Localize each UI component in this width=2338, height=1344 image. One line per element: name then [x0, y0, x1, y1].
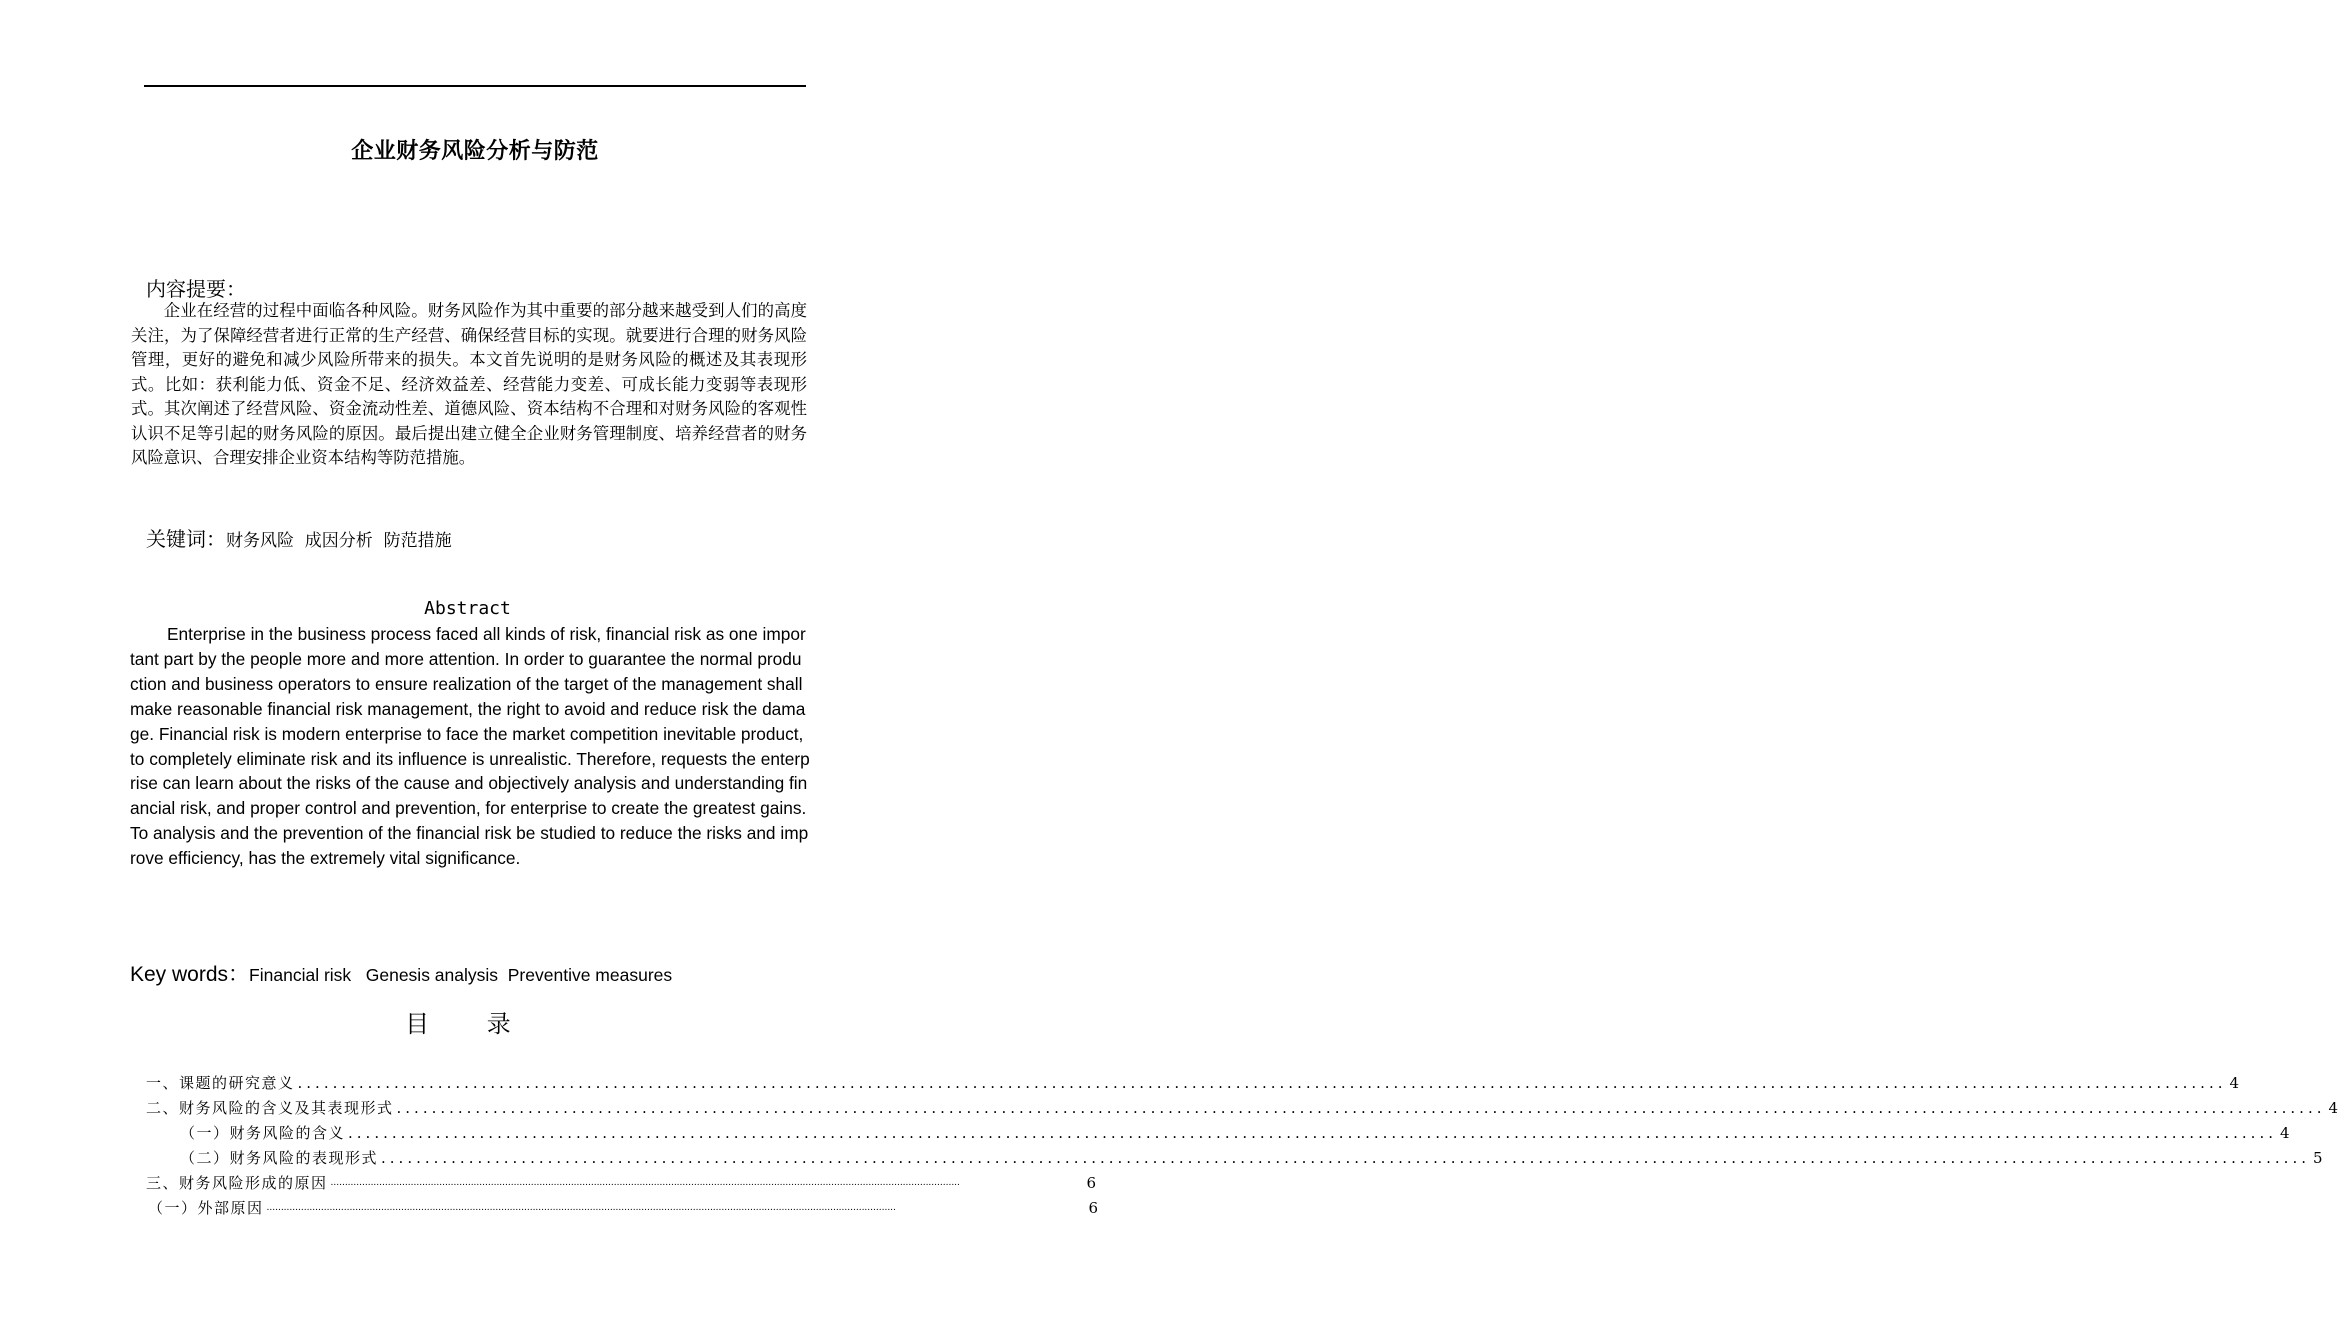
toc-entry-text: （一）财务风险的含义 [180, 1124, 346, 1142]
toc-leader [397, 1099, 2326, 1117]
keywords-en-label: Key words： [130, 963, 250, 986]
toc-entry-text: （二）财务风险的表现形式 [180, 1149, 379, 1167]
toc-leader [298, 1074, 2227, 1092]
toc-entry[interactable] [0, 1145, 2323, 1170]
abstract-heading: Abstract [424, 598, 511, 619]
toc-entry-text: 三、财务风险形成的原因 [146, 1174, 328, 1192]
toc-entry[interactable] [0, 1095, 2338, 1120]
toc-entry-text: 一、课题的研究意义 [146, 1074, 295, 1092]
toc-entry[interactable] [0, 1070, 2240, 1095]
toc-entry[interactable] [0, 1195, 1280, 1220]
header-rule [144, 85, 806, 87]
toc-leader [381, 1149, 2310, 1167]
keywords-en [130, 958, 672, 988]
keywords-cn-label: 关键词： [146, 527, 226, 551]
abstract-text: Enterprise in the business process faced all kinds of risk, financial risk as one important part by the people more and more attention. In order to guarantee the normal production and business operators to ensure realization of the target of the management shall make reasonable financial risk management, the right to avoid and reduce risk the damage. Financial risk is modern enterprise to face the market competition inevitable product, to completely eliminate risk and its influence is unrealistic. Therefore, requests the enterprise can learn about the risks of the cause and objectively analysis and understanding financial risk, and proper control and prevention, for enterprise to create the greatest gains. To analysis and the prevention of the financial risk be studied to reduce the risks and improve efficiency, has the extremely vital significance. [130, 624, 810, 869]
toc-entry[interactable] [0, 1120, 2290, 1145]
toc-title: 目 录 [405, 1010, 511, 1038]
toc-entry-page: 5 [2313, 1148, 2323, 1167]
summary-text: 企业在经营的过程中面临各种风险。财务风险作为其中重要的部分越来越受到人们的高度关注，为了保障经营者进行正常的生产经营、确保经营目标的实现。就要进行合理的财务风险管理，更好的避免和减少风险所带来的损失。本文首先说明的是财务风险的概述及其表现形式。比如：获利能力低、资金不足、经济效益差、经营能力变差、可成长能力变弱等表现形式。其次阐述了经营风险、资金流动性差、道德风险、资本结构不合理和对财务风险的客观性认识不足等引起的财务风险的原因。最后提出建立健全企业财务管理制度、培养经营者的财务风险意识、合理安排企业资本结构等防范措施。 [131, 301, 807, 467]
keywords-cn [146, 523, 452, 552]
page-title: 企业财务风险分析与防范 [351, 139, 599, 164]
toc-entry-page: 6 [1086, 1173, 1096, 1192]
toc-entry-text: 二、财务风险的含义及其表现形式 [146, 1099, 394, 1117]
toc-leader [348, 1124, 2277, 1142]
toc-entry[interactable] [0, 1170, 1278, 1195]
toc-entry-page: 6 [1088, 1198, 1098, 1217]
toc-entry-page: 4 [2229, 1073, 2240, 1092]
toc-entry-page: 4 [2328, 1098, 2338, 1117]
toc-leader [267, 1203, 1086, 1213]
toc-entry-page: 4 [2280, 1123, 2290, 1142]
summary-label: 内容提要： [146, 277, 246, 301]
toc-entry-text: （一）外部原因 [148, 1199, 264, 1217]
keywords-en-values: Financial risk Genesis analysis Preventive measures [249, 965, 673, 985]
keywords-cn-values: 财务风险 成因分析 防范措施 [226, 531, 452, 551]
toc-leader [331, 1178, 1084, 1188]
